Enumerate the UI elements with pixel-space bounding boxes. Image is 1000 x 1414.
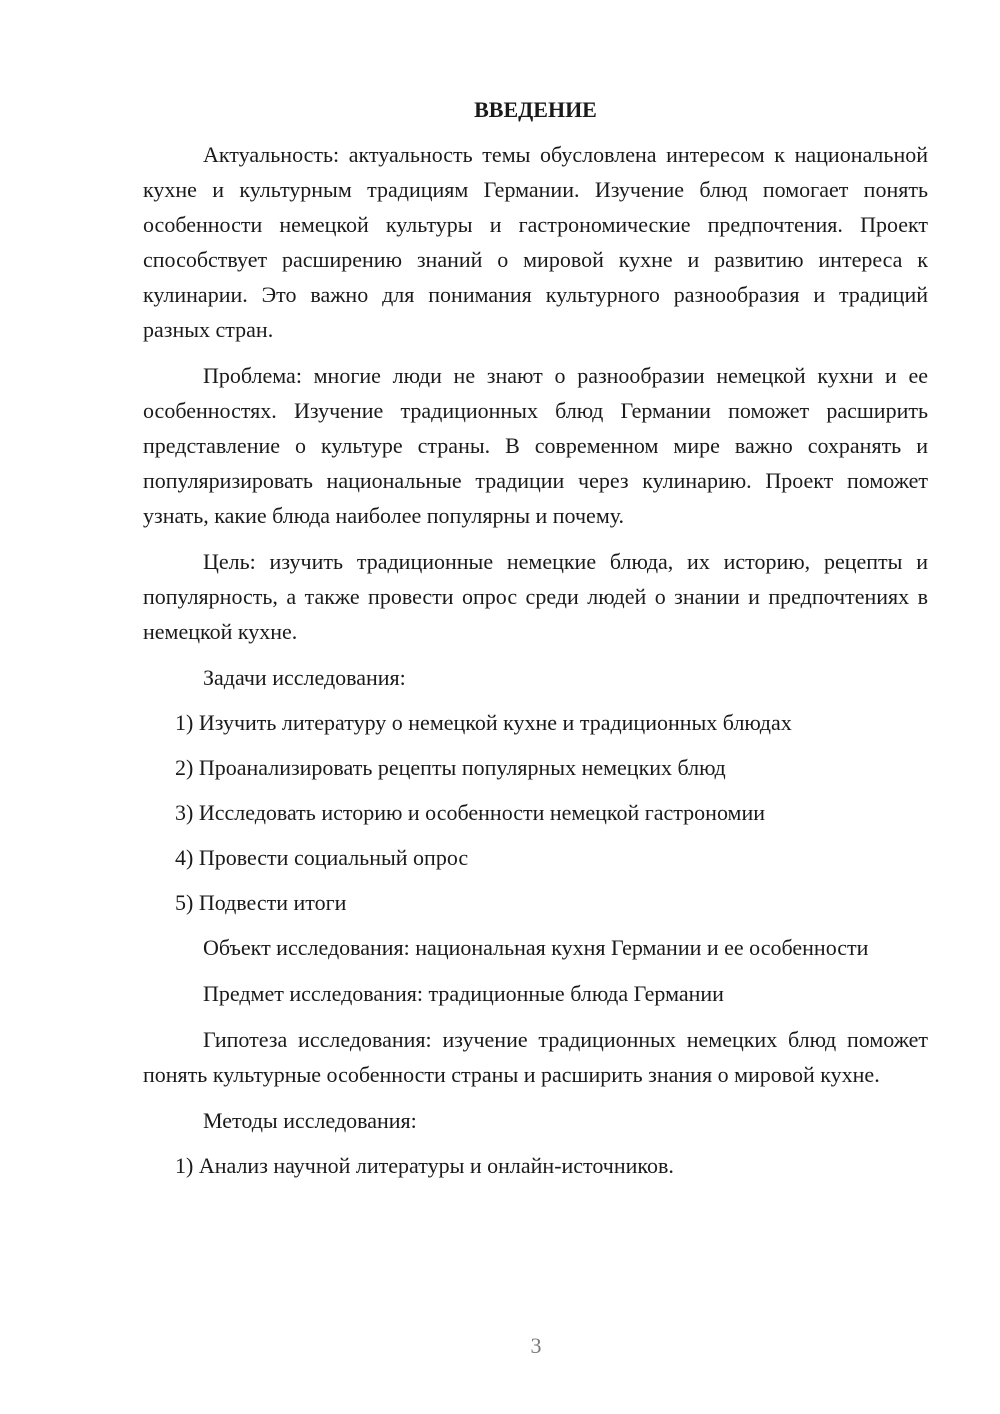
page-number: 3 (530, 1333, 542, 1358)
list-item: 2) Проанализировать рецепты популярных немецких блюд (175, 755, 726, 780)
list-item: 4) Провести социальный опрос (175, 845, 469, 870)
object-paragraph: Объект исследования: национальная кухня Германии и ее особенности (203, 935, 869, 960)
methods-label: Методы исследования: (203, 1108, 417, 1133)
problem-paragraph: Проблема: многие люди не знают о разнообразии немецкой кухни и ее особенностях. Изучение традиционных блюд Германии поможет расширить представление о культуре страны. В современном мире важно сохранять и популяризировать национальные традиции через кулинарию. Проект поможет узнать, какие блюда наиболее популярны и почему. (143, 363, 928, 528)
list-item: 3) Исследовать историю и особенности немецкой гастрономии (175, 800, 766, 825)
list-item: 1) Изучить литературу о немецкой кухне и традиционных блюдах (175, 710, 792, 735)
subject-paragraph: Предмет исследования: традиционные блюда Германии (203, 981, 724, 1006)
document-body (143, 95, 928, 1193)
hypothesis-paragraph: Гипотеза исследования: изучение традиционных немецких блюд поможет понять культурные особенности страны и расширить знания о мировой кухне. (143, 1027, 928, 1087)
methods-list (143, 1148, 928, 1183)
section-title: ВВЕДЕНИЕ (474, 97, 597, 122)
tasks-label: Задачи исследования: (203, 665, 406, 690)
list-item: 1) Анализ научной литературы и онлайн-источников. (175, 1153, 674, 1178)
list-item: 5) Подвести итоги (175, 890, 347, 915)
relevance-paragraph: Актуальность: актуальность темы обусловлена интересом к национальной кухне и культурным традициям Германии. Изучение блюд помогает понять особенности немецкой культуры и гастрономические предпочтения. Проект способствует расширению знаний о мировой кухне и развитию интереса к кулинарии. Это важно для понимания культурного разнообразия и традиций разных стран. (143, 142, 928, 342)
goal-paragraph: Цель: изучить традиционные немецкие блюда, их историю, рецепты и популярность, а также провести опрос среди людей о знании и предпочтениях в немецкой кухне. (143, 549, 928, 644)
tasks-list (143, 705, 928, 920)
